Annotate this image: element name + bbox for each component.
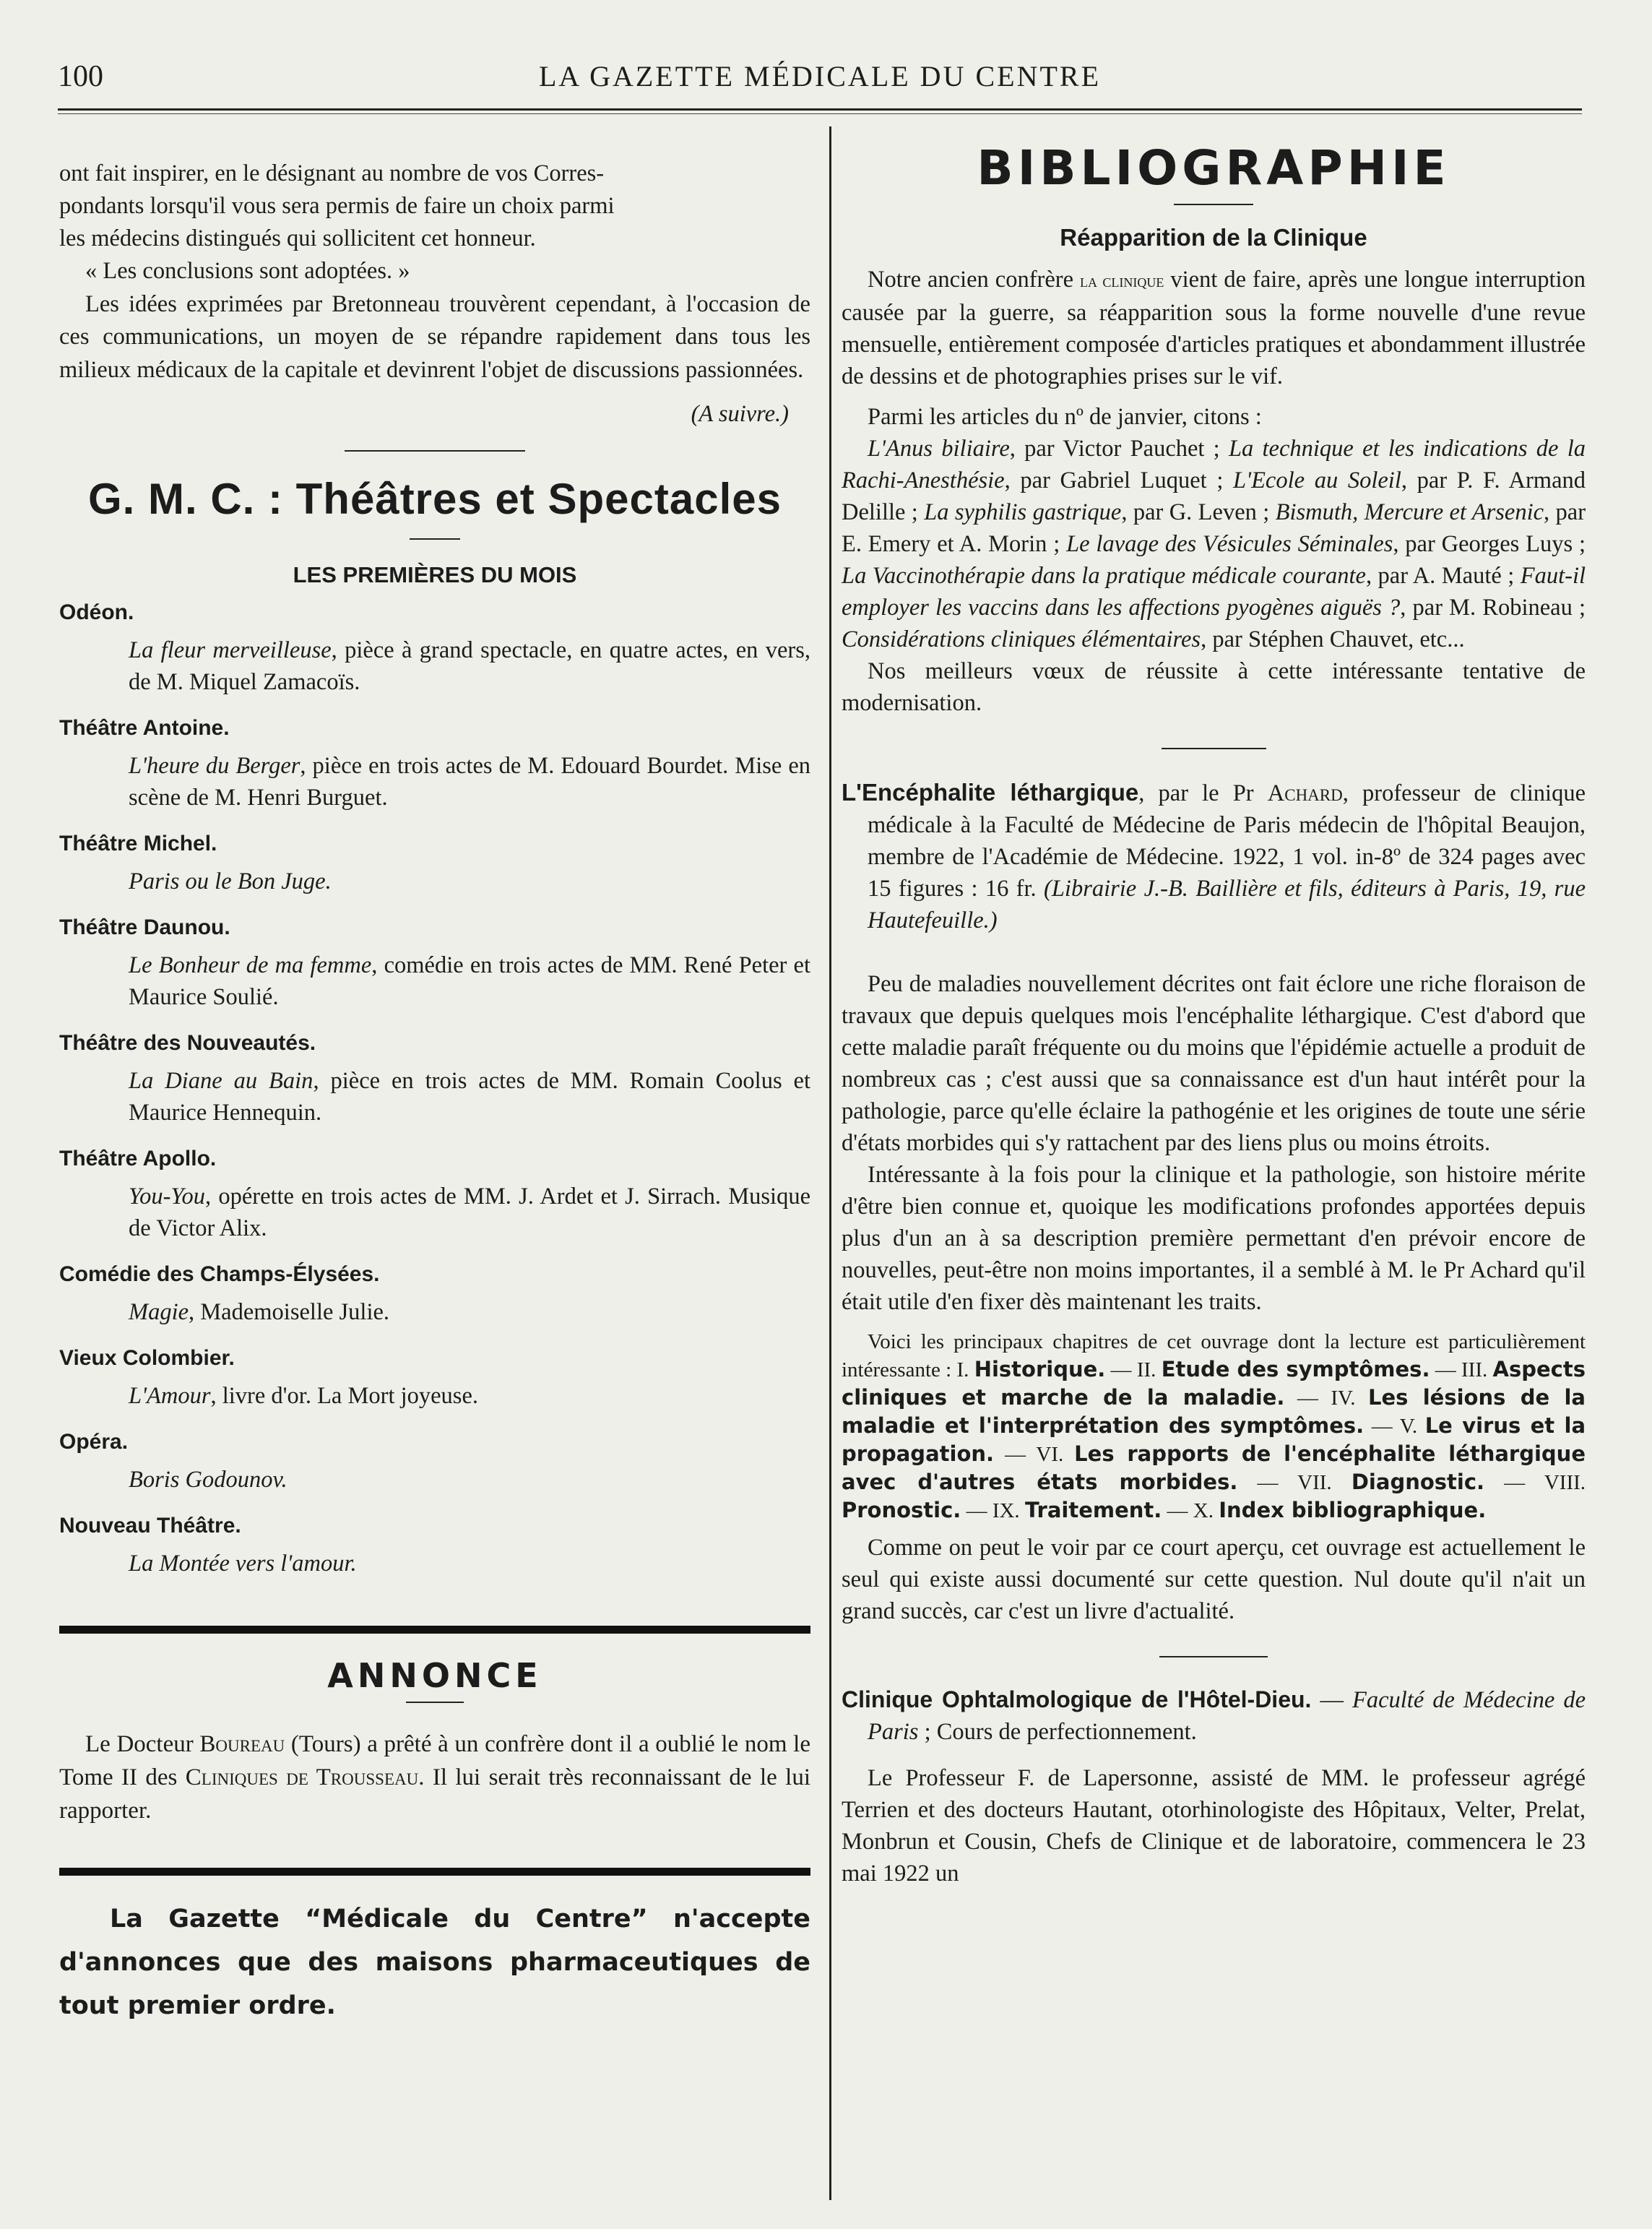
header-rule xyxy=(58,108,1582,111)
title-rule xyxy=(1174,204,1253,205)
play-title: You-You xyxy=(129,1184,206,1210)
article-author: , par Georges Luys ; xyxy=(1393,531,1586,557)
play-description xyxy=(129,634,810,698)
chapter-title: Le virus et la propagation. xyxy=(842,1413,1586,1466)
play-details: , livre d'or. La Mort joyeuse. xyxy=(210,1383,478,1409)
chapter-title: Historique. xyxy=(974,1357,1106,1381)
chapter-title: Aspects cliniques et marche de la maladie. xyxy=(842,1357,1586,1410)
article-author: , par E. Emery et A. Morin ; xyxy=(842,499,1586,557)
article-title: La syphilis gastrique xyxy=(924,499,1122,525)
article-title: Faut-il employer les vaccins dans les affections pyogènes aiguës ? xyxy=(842,563,1586,621)
chapter-number: — IV. xyxy=(1284,1387,1368,1410)
venue-name: Nouveau Théâtre. xyxy=(59,1514,241,1538)
annonce-name: Boureau xyxy=(199,1730,285,1757)
bibliographie-title: BIBLIOGRAPHIE xyxy=(977,140,1450,196)
chapter-number: — X. xyxy=(1162,1499,1219,1522)
journal-name: la clinique xyxy=(1080,270,1164,291)
section-rule xyxy=(1159,1656,1268,1657)
intro-line: pondants lorsqu'il vous sera permis de faire un choix parmi xyxy=(59,193,615,219)
article-author: , par P. F. Armand Delille ; xyxy=(842,467,1586,525)
page-number: 100 xyxy=(58,60,103,93)
encephalite-conclusion: Comme on peut le voir par ce court aperçu, cet ouvrage est actuellement le seul qui existe aussi documenté sur cette question. Nul doute qu'il n'ait un grand succès, car c'est un livre d'actualité. xyxy=(842,1535,1586,1624)
chapters-list: Voici les principaux chapitres de cet ouvrage dont la lecture est particulièrement intéressante : I. Historique. — II. Etude des symptômes. — III. Aspects cliniques et marche de la maladie. — IV. Les lésions de la maladie et l'interprétation des symptômes. — V. Le virus et la propagation. — VI. Les rapports de l'encéphalite léthargique avec d'autres états morbides. — VII. Diagnostic. — VIII. Pronostic. — IX. Traitement. — X. Index bibliographique. xyxy=(842,1330,1586,1522)
ophtalmo-entry: Clinique Ophtalmologique de l'Hôtel-Dieu. — Faculté de Médecine de Paris ; Cours de perfectionnement. xyxy=(842,1686,1586,1745)
left-column xyxy=(59,158,810,2027)
play-title: Boris Godounov. xyxy=(129,1467,287,1493)
article-title: Considérations cliniques élémentaires xyxy=(842,626,1201,652)
article-title: L'Anus biliaire xyxy=(868,436,1010,462)
play-title: L'Amour xyxy=(129,1383,211,1409)
theatre-entry xyxy=(59,1510,810,1579)
intro-line: ont fait inspirer, en le désignant au nombre de vos Corres- xyxy=(59,160,605,186)
article-title: Bismuth, Mercure et Arsenic xyxy=(1275,499,1544,525)
venue-name: Opéra. xyxy=(59,1430,129,1454)
chapter-title: Traitement. xyxy=(1024,1498,1162,1522)
venue-name: Théâtre Michel. xyxy=(59,832,217,855)
play-title: La Montée vers l'amour. xyxy=(129,1551,357,1577)
chapter-number: — VII. xyxy=(1237,1471,1352,1494)
venue-name: Théâtre Daunou. xyxy=(59,915,230,939)
ophtalmo-faculty: Faculté de Médecine de Paris xyxy=(868,1687,1586,1745)
play-title: L'heure du Berger xyxy=(129,753,300,779)
play-description xyxy=(129,1181,810,1244)
encephalite-paragraph: Peu de maladies nouvellement décrites ont fait éclore une riche floraison de travaux que depuis quelques mois l'encéphalite léthargique. C'est d'abord que cette maladie paraît fréquente ou du moins que l'épidémie actuelle a produit de nombreux cas ; c'est aussi que sa connaissance est d'un haut intérêt pour la pathologie, parce qu'elle éclaire la pathogénie et les origines de toute une série d'états morbides qui s'y rattachent par des liens plus ou moins étroits. xyxy=(842,971,1586,1156)
theatre-entry xyxy=(59,912,810,1013)
chapter-title: Pronostic. xyxy=(842,1498,961,1522)
annonce-title: ANNONCE xyxy=(327,1656,542,1695)
intro-continued xyxy=(59,158,810,255)
venue-name: Théâtre Antoine. xyxy=(59,716,230,740)
encephalite-paragraph: Intéressante à la fois pour la clinique et la pathologie, son histoire mérite d'être bien connue et, quoique les modifications profondes apportées depuis plus d'un an à sa description première permettant d'en prévoir encore de nouvelles, peut-être non moins importantes, il a semblé à M. le Pr Achard qu'il était utile d'en fixer dès maintenant les traits. xyxy=(842,1162,1586,1315)
theatre-list xyxy=(59,597,810,1579)
book-author: Achard xyxy=(1267,780,1343,806)
chapter-number: — II. xyxy=(1105,1358,1162,1381)
clinique-list-intro: Parmi les articles du nº de janvier, citons : xyxy=(868,404,1262,430)
chapter-title: Index bibliographique. xyxy=(1219,1498,1487,1522)
article-author: , par M. Robineau ; xyxy=(1400,595,1586,621)
theatre-entry xyxy=(59,597,810,698)
chapter-number: — VI. xyxy=(994,1443,1075,1466)
play-title: Le Bonheur de ma femme xyxy=(129,952,372,978)
right-column xyxy=(842,140,1586,1889)
book-publisher: (Librairie J.-B. Baillière et fils, éditeurs à Paris, 19, rue Hautefeuille.) xyxy=(868,876,1586,934)
chapter-title: Diagnostic. xyxy=(1351,1470,1485,1494)
clinique-heading: Réapparition de la Clinique xyxy=(1060,223,1367,251)
play-title: La fleur merveilleuse xyxy=(129,637,332,663)
venue-name: Théâtre des Nouveautés. xyxy=(59,1031,316,1055)
play-description xyxy=(129,1296,810,1328)
ophtalmo-title: Clinique Ophtalmologique de l'Hôtel-Dieu. xyxy=(842,1686,1312,1712)
annonce-book: Cliniques de Trousseau xyxy=(185,1764,419,1790)
page-header xyxy=(58,59,1582,103)
advertising-notice: La Gazette “Médicale du Centre” n'accepte d'annonces que des maisons pharmaceutiques de tout premier ordre. xyxy=(59,1904,810,2020)
column-divider xyxy=(829,126,831,2200)
article-author: , par Victor Pauchet ; xyxy=(1009,436,1229,462)
chapter-number: I. xyxy=(956,1358,974,1381)
annonce-text: Le Docteur Boureau (Tours) a prêté à un confrère dont il a oublié le nom le Tome II des Cliniques de Trousseau. Il lui serait très reconnaissant de le lui rapporter. xyxy=(59,1730,810,1824)
theatre-entry xyxy=(59,828,810,897)
play-details: , Mademoiselle Julie. xyxy=(189,1299,390,1325)
clinique-wishes: Nos meilleurs vœux de réussite à cette intéressante tentative de modernisation. xyxy=(842,658,1586,716)
a-suivre: (A suivre.) xyxy=(691,401,789,427)
play-description xyxy=(129,1548,810,1579)
theatre-entry xyxy=(59,1259,810,1328)
play-details: , pièce à grand spectacle, en quatre actes, en vers, de M. Miquel Zamacoïs. xyxy=(129,637,810,695)
play-description xyxy=(129,1065,810,1129)
chapter-title: Etude des symptômes. xyxy=(1161,1357,1430,1381)
venue-name: Comédie des Champs-Élysées. xyxy=(59,1262,380,1286)
article-author: , par G. Leven ; xyxy=(1121,499,1276,525)
header-rule-thin xyxy=(58,113,1582,114)
running-head: LA GAZETTE MÉDICALE DU CENTRE xyxy=(538,60,1101,92)
bretonneau-paragraph: Les idées exprimées par Bretonneau trouvèrent cependant, à l'occasion de ces communications, un moyen de se répandre rapidement dans tous les milieux médicaux de la capitale et devinrent l'objet de discussions passionnées. xyxy=(59,290,810,383)
play-description xyxy=(129,1464,810,1496)
play-title: La Diane au Bain xyxy=(129,1068,313,1094)
chapter-number: — VIII. xyxy=(1484,1471,1586,1494)
article-title: L'Ecole au Soleil xyxy=(1233,467,1401,493)
intro-line: les médecins distingués qui sollicitent cet honneur. xyxy=(59,225,536,251)
theatre-entry xyxy=(59,1426,810,1496)
play-details: , pièce en trois actes de MM. Romain Coolus et Maurice Hennequin. xyxy=(129,1068,810,1126)
chapter-number: — V. xyxy=(1364,1415,1425,1438)
theatres-title: G. M. C. : Théâtres et Spectacles xyxy=(88,474,782,523)
section-rule xyxy=(345,450,525,452)
play-details: , pièce en trois actes de M. Edouard Bourdet. Mise en scène de M. Henri Burguet. xyxy=(129,753,811,811)
ophtalmo-paragraph: Le Professeur F. de Lapersonne, assisté de MM. le professeur agrégé Terrien et des docteurs Hautant, otorhinologiste des Hôpitaux, Velter, Prelat, Monbrun et Cousin, Chefs de Clinique et de laboratoire, commencera le 23 mai 1922 un xyxy=(842,1765,1586,1887)
play-title: Paris ou le Bon Juge. xyxy=(129,868,332,894)
title-rule xyxy=(410,538,460,540)
venue-name: Odéon. xyxy=(59,600,134,624)
play-description xyxy=(129,949,810,1013)
theatre-entry xyxy=(59,1027,810,1129)
article-title: La Vaccinothérapie dans la pratique médicale courante xyxy=(842,563,1366,589)
chapter-title: Les rapports de l'encéphalite léthargique avec d'autres états morbides. xyxy=(842,1441,1586,1494)
theatre-entry xyxy=(59,712,810,814)
encephalite-entry: L'Encéphalite léthargique, par le Pr Achard, professeur de clinique médicale à la Faculté de Médecine de Paris médecin de l'hôpital Beaujon, membre de l'Académie de Médecine. 1922, 1 vol. in-8º de 324 pages avec 15 figures : 16 fr. (Librairie J.-B. Baillière et fils, éditeurs à Paris, 19, rue Hautefeuille.) xyxy=(842,779,1586,934)
theatre-entry xyxy=(59,1342,810,1412)
book-title: L'Encéphalite léthargique xyxy=(842,779,1139,806)
play-details: , opérette en trois actes de MM. J. Ardet et J. Sirrach. Musique de Victor Alix. xyxy=(129,1184,810,1241)
thick-rule xyxy=(59,1626,810,1634)
chapter-number: — III. xyxy=(1430,1358,1493,1381)
chapter-number: — IX. xyxy=(961,1499,1025,1522)
venue-name: Vieux Colombier. xyxy=(59,1346,235,1370)
annonce-rule xyxy=(406,1702,464,1703)
article-author: , par Stéphen Chauvet, etc... xyxy=(1201,626,1465,652)
play-description xyxy=(129,750,810,814)
theatre-entry xyxy=(59,1143,810,1244)
thick-rule xyxy=(59,1868,810,1876)
play-description xyxy=(129,1380,810,1412)
clinique-paragraph: Notre ancien confrère la clinique vient de faire, après une longue interruption causée par la guerre, sa réapparition sous la forme nouvelle d'une revue mensuelle, entièrement composée d'articles pratiques et abondamment illustrée de dessins et de photographies prises sur le vif. xyxy=(842,267,1586,389)
play-title: Magie xyxy=(129,1299,189,1325)
venue-name: Théâtre Apollo. xyxy=(59,1147,217,1170)
premieres-heading: LES PREMIÈRES DU MOIS xyxy=(293,561,577,587)
chapter-title: Les lésions de la maladie et l'interprétation des symptômes. xyxy=(842,1385,1586,1438)
conclusion-line: « Les conclusions sont adoptées. » xyxy=(85,258,410,284)
article-author: , par Gabriel Luquet ; xyxy=(1004,467,1234,493)
play-details: , comédie en trois actes de MM. René Peter et Maurice Soulié. xyxy=(129,952,810,1010)
article-title: Le lavage des Vésicules Séminales xyxy=(1066,531,1393,557)
section-rule xyxy=(1162,748,1266,749)
articles-list xyxy=(842,433,1586,655)
play-description xyxy=(129,866,810,897)
article-title: La technique et les indications de la Rachi-Anesthésie xyxy=(842,436,1586,493)
article-author: , par A. Mauté ; xyxy=(1365,563,1521,589)
